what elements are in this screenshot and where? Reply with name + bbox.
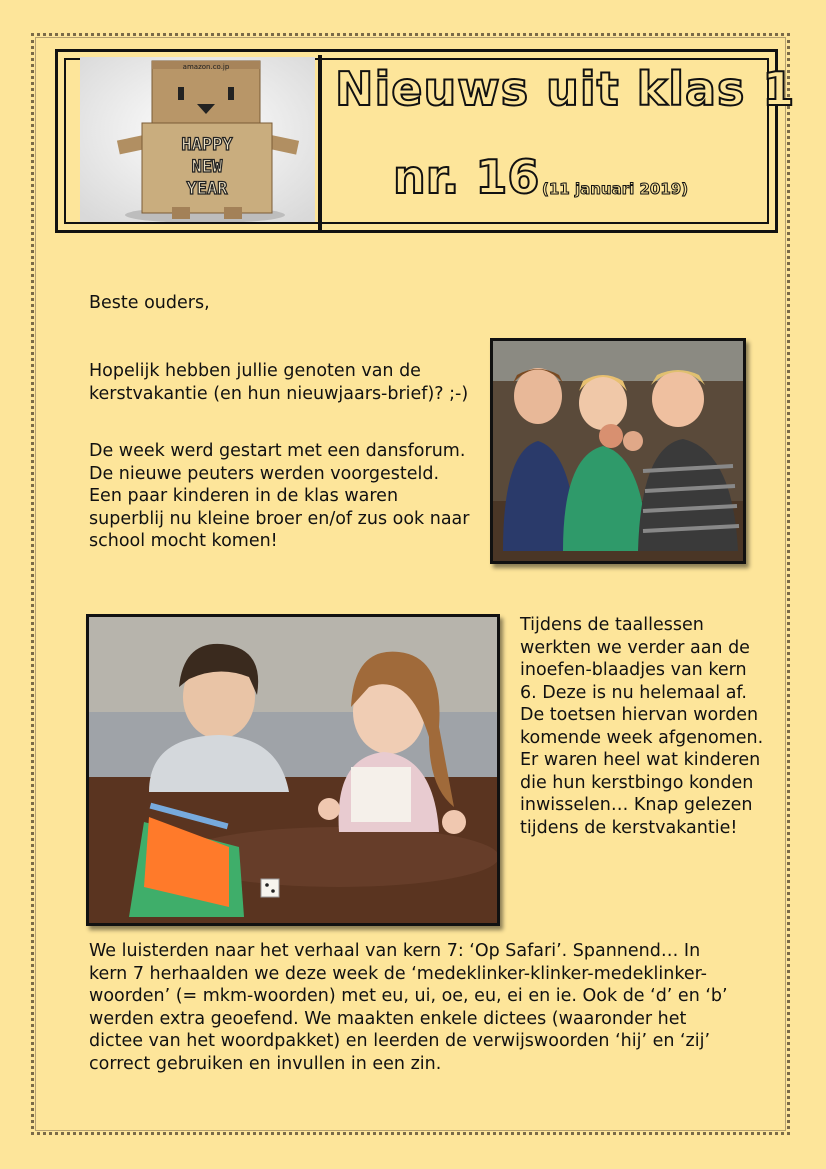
paragraph-language-lessons: Tijdens de taallessen werkten we verder aan de inoefen-blaadjes van kern 6. Deze is nu helemaal af. De toetsen hiervan worden komende week afgenomen. Er waren heel wat kinderen die hun kerstbingo konden inwisselen… Knap gelezen tijdens de kerstvakantie! xyxy=(520,615,764,838)
paragraph-holiday: Hopelijk hebben jullie genoten van de kerstvakantie (en hun nieuwjaars-brief)? ;-) xyxy=(89,361,469,404)
issue-number: nr. 16 xyxy=(393,150,540,204)
box-text-line3: YEAR xyxy=(186,179,228,199)
box-text-line2: NEW xyxy=(191,157,223,177)
box-text-line1: HAPPY xyxy=(181,135,233,155)
paragraph-dance-forum: De week werd gestart met een dansforum. De nieuwe peuters werden voorgesteld. Een paar kinderen in de klas waren superblij nu kleine broer en/of zus ook naar school mocht komen! xyxy=(89,441,470,551)
header-divider xyxy=(318,55,322,230)
photo-children-playing-dice xyxy=(86,614,500,926)
newsletter-title: Nieuws uit klas 1 xyxy=(335,62,796,116)
box-top-text: amazon.co.jp xyxy=(182,63,230,71)
issue-date: (11 januari 2019) xyxy=(542,180,689,198)
greeting: Beste ouders, xyxy=(89,293,210,313)
paragraph-safari-story: We luisterden naar het verhaal van kern 7: ‘Op Safari’. Spannend… In kern 7 herhaalden we deze week de ‘medeklinker-klinker-medeklinker-woorden’ (= mkm-woorden) met eu, ui, oe, eu, ei en ie. Ook de ‘d’ en ‘b’ werden extra geoefend. We maakten enkele dictees (waaronder het dictee van het woordpakket) en leerden de verwijswoorden ‘hij’ en ‘zij’ correct gebruiken en invullen in een zin. xyxy=(89,941,728,1074)
header-image-happy-new-year-robot xyxy=(80,57,315,222)
photo-three-children xyxy=(490,338,746,564)
